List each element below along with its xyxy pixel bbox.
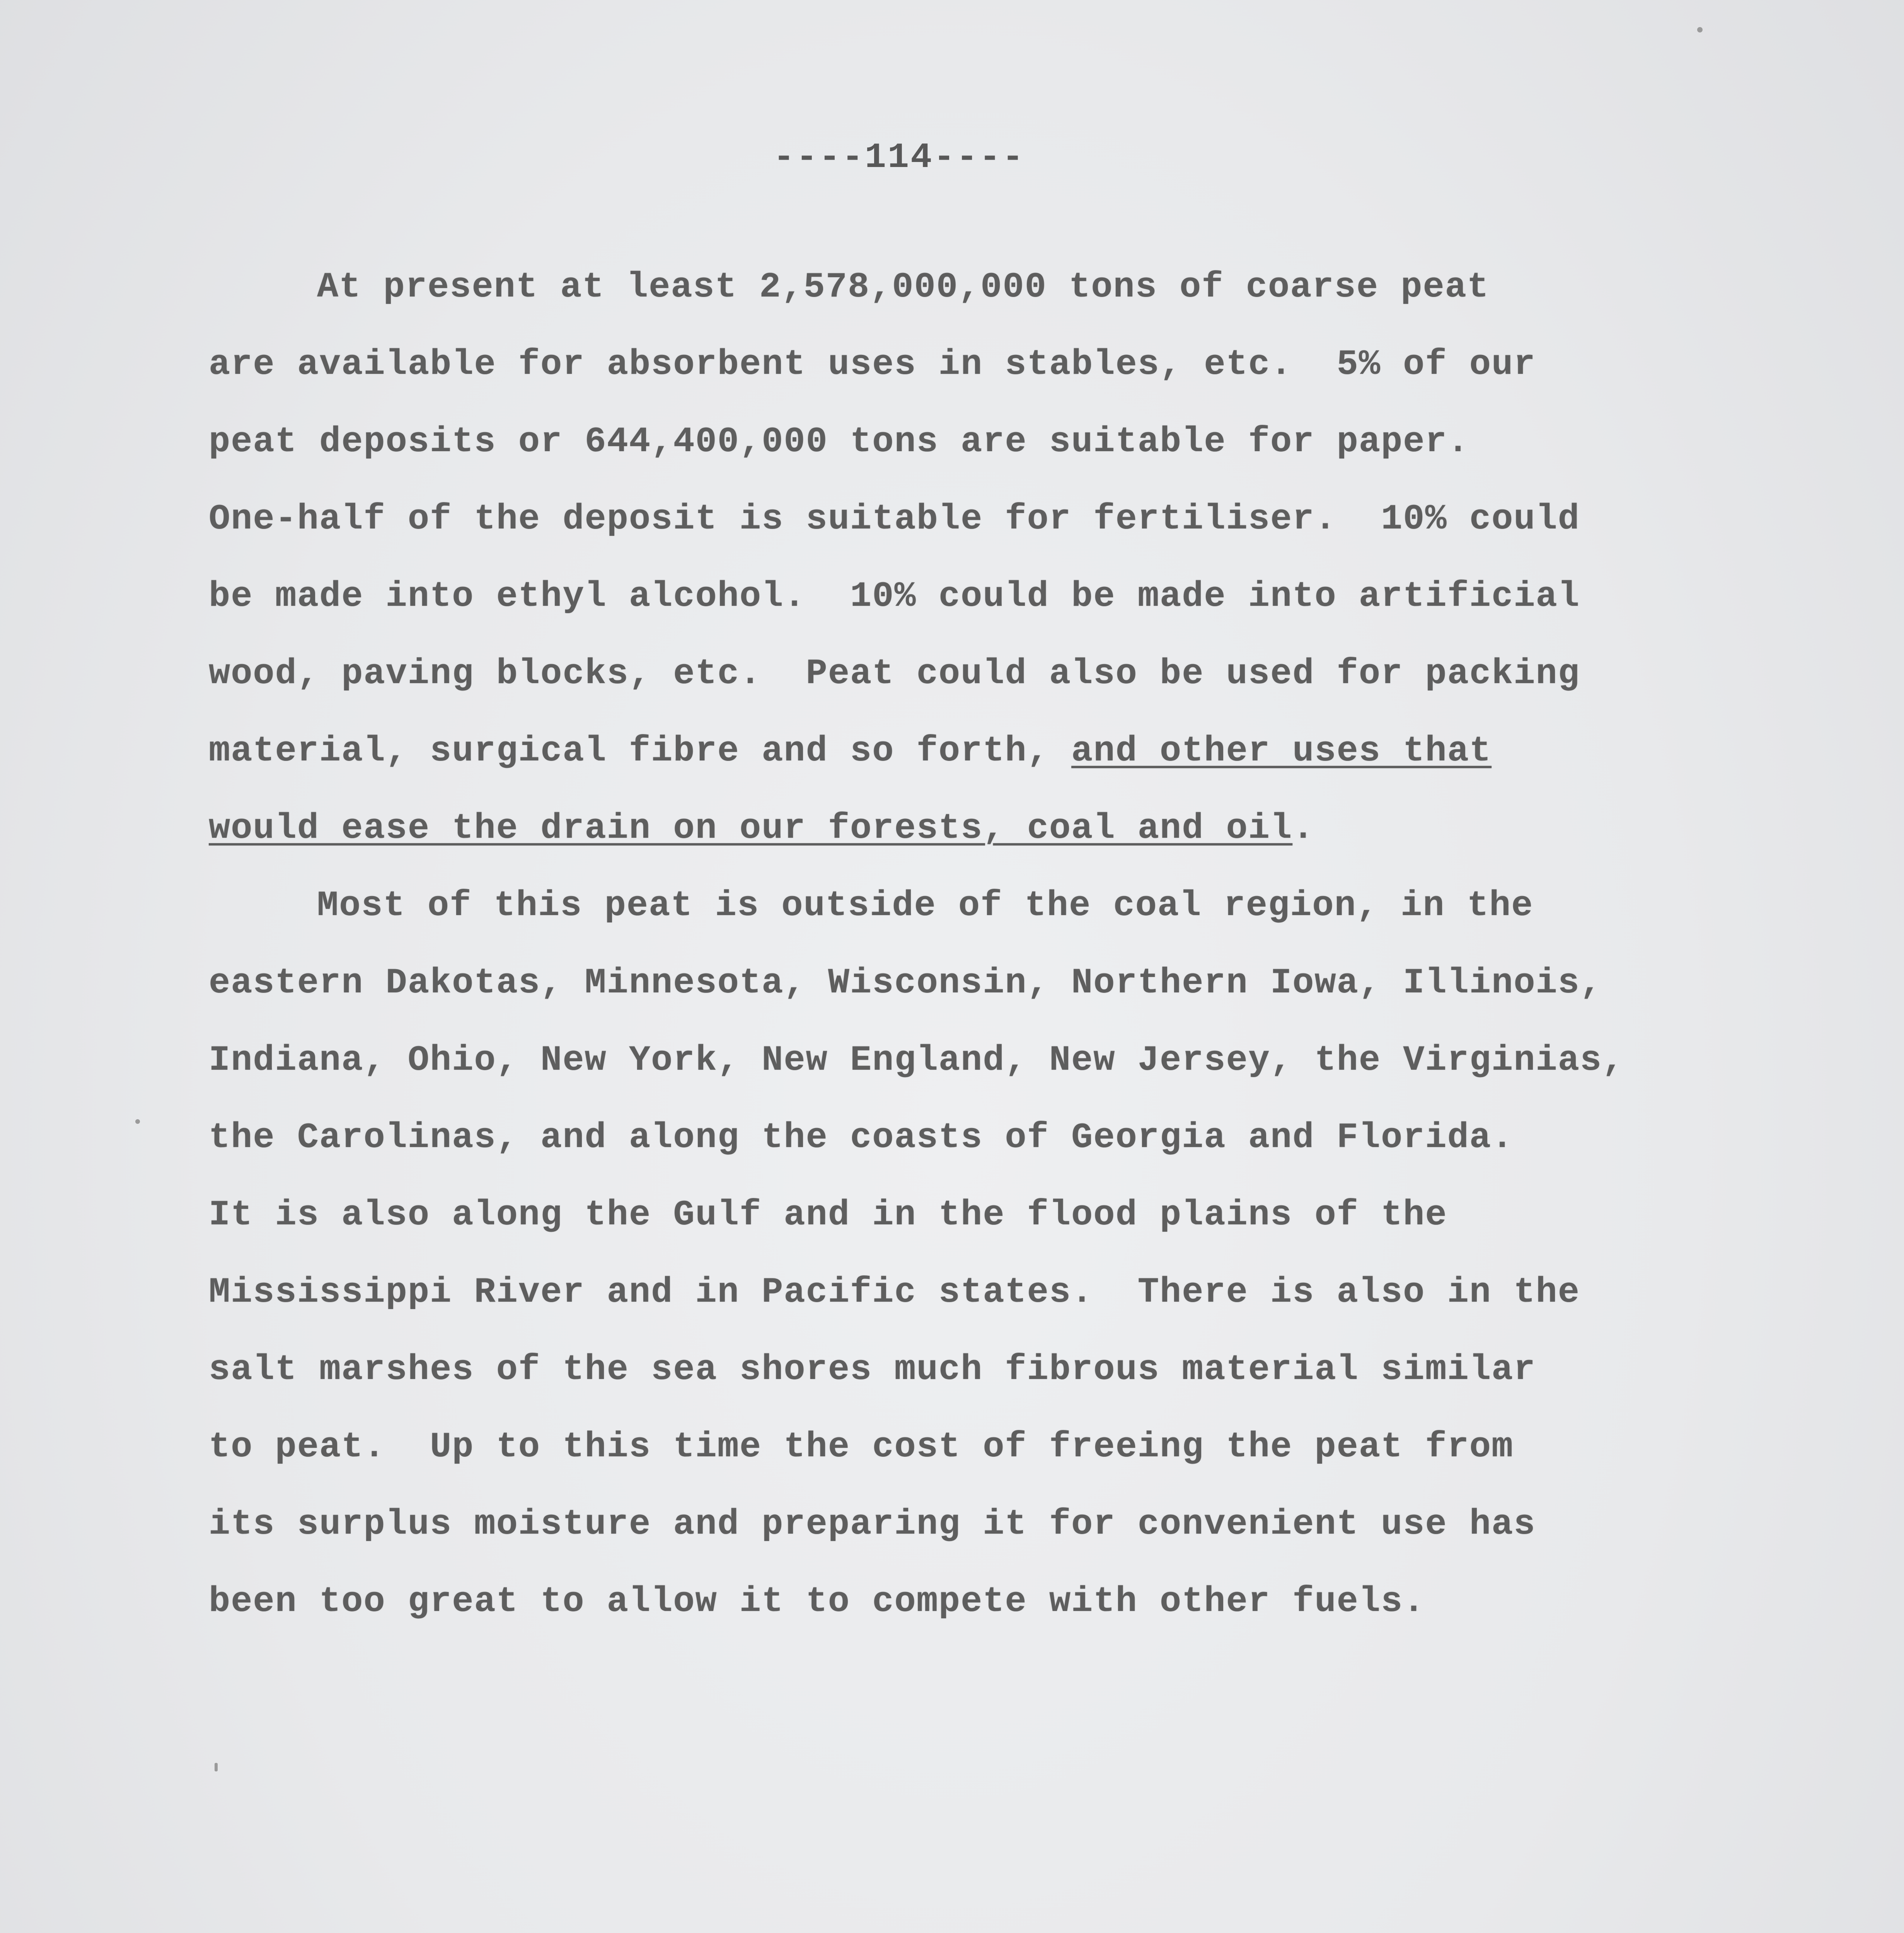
paragraph-2-line-7: salt marshes of the sea shores much fibrous material similar [209,1349,1536,1390]
line-7-plain-text: material, surgical fibre and so forth, [209,731,1072,771]
paragraph-2-line-10: been too great to allow it to compete with other fuels. [209,1581,1425,1622]
paragraph-2-line-1: Most of this peat is outside of the coal region, in the [317,885,1534,926]
paragraph-2-line-8: to peat. Up to this time the cost of freeing the peat from [209,1427,1514,1467]
paragraph-2-line-9: its surplus moisture and preparing it for convenient use has [209,1504,1536,1544]
paragraph-1-line-5: be made into ethyl alcohol. 10% could be made into artificial [209,576,1580,617]
paragraph-1-line-3: peat deposits or 644,400,000 tons are suitable for paper. [209,421,1469,462]
paper-speck [135,1119,140,1124]
paper-speck [215,1763,218,1771]
paragraph-2-line-3: Indiana, Ohio, New York, New England, New Jersey, the Virginias, [209,1040,1624,1081]
paragraph-1-line-1: At present at least 2,578,000,000 tons of coarse peat [317,267,1490,307]
paragraph-1-line-7 [209,731,1491,771]
paper-speck [1697,27,1703,32]
paragraph-2-line-5: It is also along the Gulf and in the flood plains of the [209,1195,1447,1235]
line-7-underlined-text: and other uses that [1071,731,1492,771]
paragraph-2-line-2: eastern Dakotas, Minnesota, Wisconsin, Northern Iowa, Illinois, [209,963,1602,1003]
paragraph-1-line-8 [209,808,1314,849]
line-8-underlined-text: would ease the drain on our forests, coal and oil [209,808,1293,849]
paragraph-2-line-6: Mississippi River and in Pacific states. There is also in the [209,1272,1580,1313]
paragraph-1-line-6: wood, paving blocks, etc. Peat could also be used for packing [209,653,1580,694]
paragraph-1-line-4: One-half of the deposit is suitable for fertiliser. 10% could [209,499,1580,539]
line-8-trailing-period: . [1292,808,1315,849]
paragraph-2-line-4: the Carolinas, and along the coasts of Georgia and Florida. [209,1117,1514,1158]
page-number: ----114---- [773,137,1025,178]
paragraph-1-line-2: are available for absorbent uses in stables, etc. 5% of our [209,344,1536,385]
